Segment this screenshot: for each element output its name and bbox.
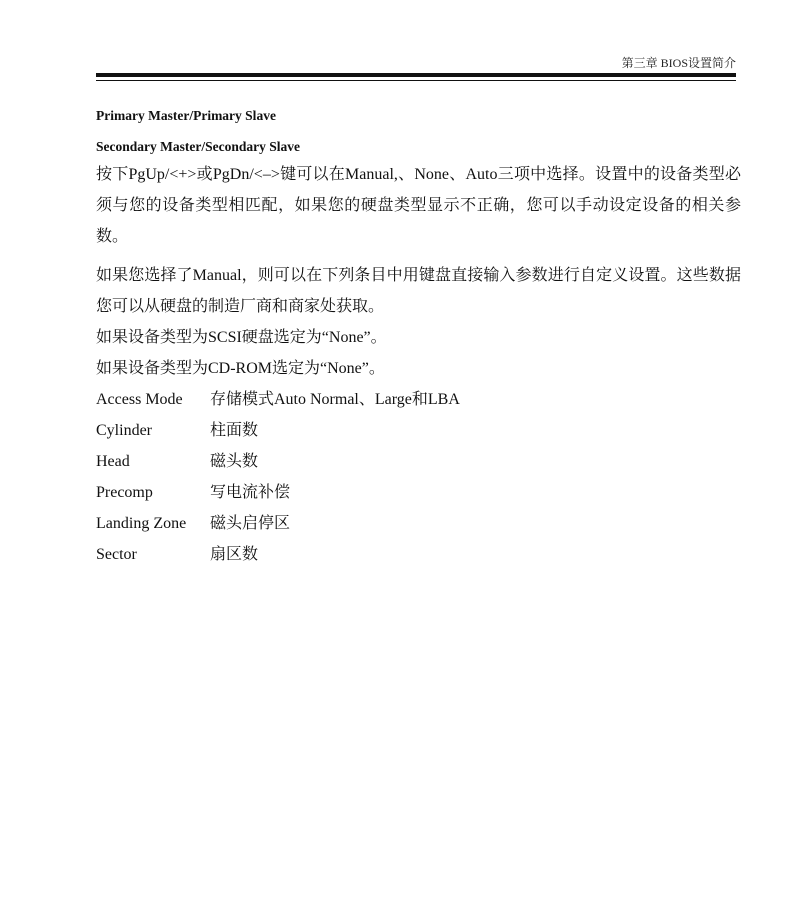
parameter-name: Cylinder <box>96 422 152 439</box>
parameter-description: 磁头数 <box>210 453 259 470</box>
page-content <box>96 106 741 570</box>
parameter-row-head <box>96 446 741 477</box>
parameter-list <box>96 384 741 570</box>
parameter-name: Landing Zone <box>96 515 187 532</box>
parameter-name: Head <box>96 453 130 470</box>
parameter-row-access-mode <box>96 384 741 415</box>
parameter-row-cylinder <box>96 415 741 446</box>
parameter-name: Access Mode <box>96 391 183 408</box>
parameter-description: 磁头启停区 <box>210 515 291 532</box>
paragraph-device-type: 按下PgUp/<+>或PgDn/<–>键可以在Manual,、None、Auto三项中选择。设置中的设备类型必须与您的设备类型相匹配，如果您的硬盘类型显示不正确，您可以手动设定设备的相关参数。 <box>96 166 741 245</box>
paragraph-manual: 如果您选择了Manual，则可以在下列条目中用键盘直接输入参数进行自定义设置。这些数据您可以从硬盘的制造厂商和商家处获取。 <box>96 267 741 315</box>
parameter-row-landing-zone <box>96 508 741 539</box>
note-cdrom: 如果设备类型为CD-ROM选定为“None”。 <box>96 360 385 377</box>
parameter-description: 存储模式Auto Normal、Large和LBA <box>210 391 460 408</box>
header-rule-thick <box>96 73 736 77</box>
parameter-description: 扇区数 <box>210 546 259 563</box>
parameter-name: Precomp <box>96 484 153 501</box>
running-header: 第三章 BIOS设置简介 <box>621 56 736 70</box>
note-scsi: 如果设备类型为SCSI硬盘选定为“None”。 <box>96 329 387 346</box>
parameter-row-sector <box>96 539 741 570</box>
parameter-row-precomp <box>96 477 741 508</box>
parameter-description: 柱面数 <box>210 422 259 439</box>
section-heading-secondary: Secondary Master/Secondary Slave <box>96 139 300 154</box>
section-heading-primary: Primary Master/Primary Slave <box>96 108 276 123</box>
parameter-name: Sector <box>96 546 137 563</box>
header-rule-thin <box>96 80 736 81</box>
parameter-description: 写电流补偿 <box>210 484 291 501</box>
